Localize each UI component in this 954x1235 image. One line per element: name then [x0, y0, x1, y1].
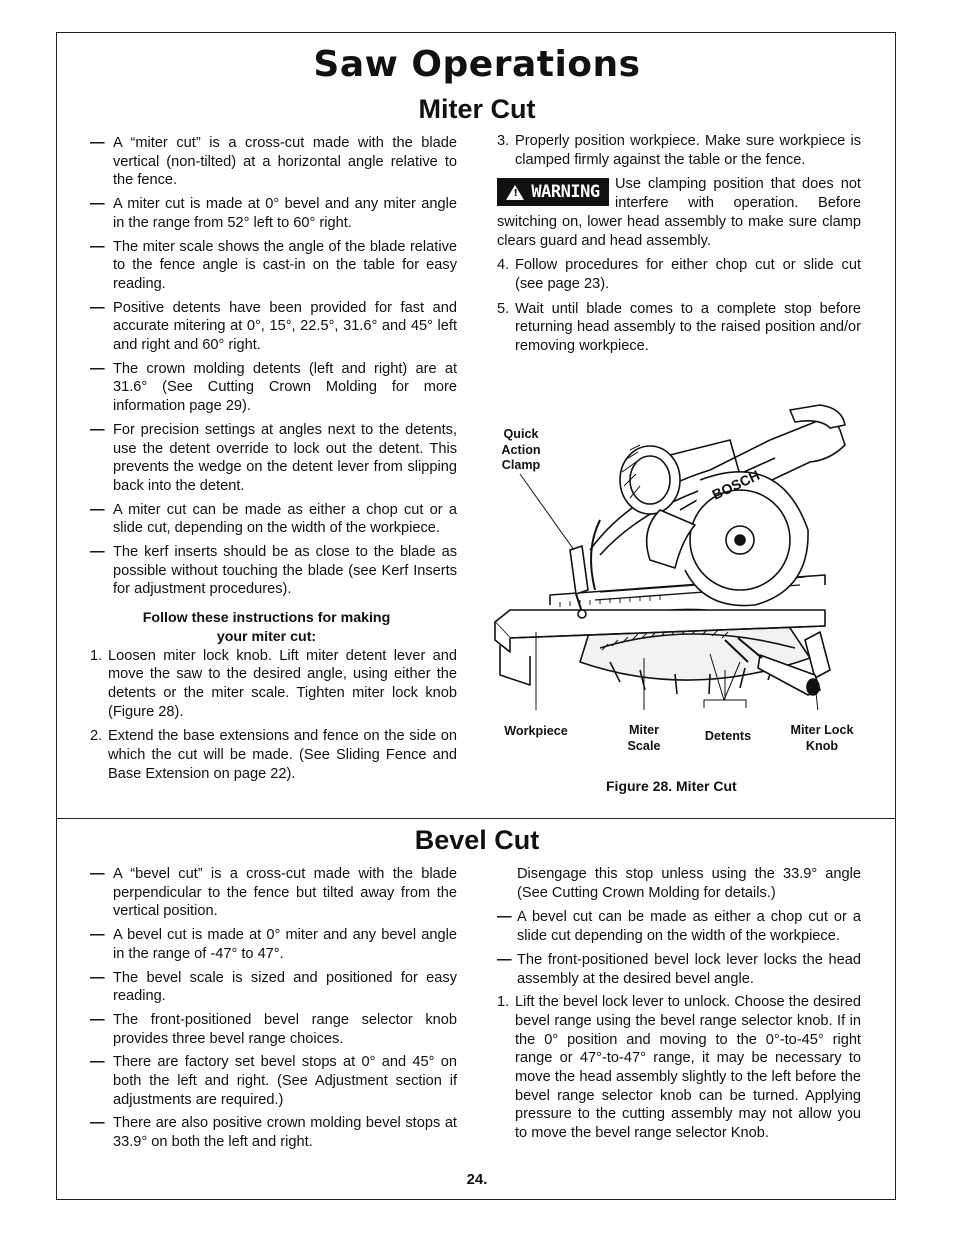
- miter-bullet: — A miter cut can be made as either a chop cut or a slide cut, depending on the width of the workpiece.: [90, 501, 457, 537]
- warning-block: [497, 175, 861, 250]
- bevel-bullet: — The front-positioned bevel range selector knob provides three bevel range choices.: [90, 1011, 457, 1047]
- bevel-step: 1. Lift the bevel lock lever to unlock. Choose the desired bevel range using the bevel range selector knob. If in the 0° position and moving to the 0°-to-45° right range or 47°-to-47° range, it may be necessary to move the head assembly slightly to the left before the bevel range selector knob can be turned. Applying pressure to the cutting assembly may not allow you to move the bevel range selector Knob.: [497, 994, 861, 1142]
- bevel-bullet: — A “bevel cut” is a cross-cut made with the blade perpendicular to the fence but tilted away from the vertical position.: [90, 866, 457, 920]
- bevel-bullet: — The bevel scale is sized and positioned for easy reading.: [90, 969, 457, 1005]
- page-title: Saw Operations: [313, 44, 641, 85]
- miter-bullet: — The kerf inserts should be as close to the blade as possible without touching the blade (see Kerf Inserts for adjustment procedures).: [90, 544, 457, 598]
- miter-bullet: — Positive detents have been provided for fast and accurate mitering at 0°, 15°, 22.5°, 31.6° and 45° left and right and 60° right.: [90, 299, 457, 354]
- label-quick-action-clamp: Quick Action Clamp: [501, 427, 541, 472]
- label-workpiece: Workpiece: [504, 724, 568, 738]
- page-number: 24.: [466, 1171, 488, 1188]
- bevel-bullet: — A bevel cut can be made as either a chop cut or a slide cut depending on the width of the workpiece.: [497, 909, 861, 945]
- miter-bullet: — For precision settings at angles next to the detents, use the detent override to lock out the detent. This prevents the wedge on the detent lever from slipping back into the detent.: [90, 421, 457, 494]
- warning-triangle-icon: !: [506, 185, 524, 200]
- miter-step: 2. Extend the base extensions and fence on the side on which the cut will be made. (See Sliding Fence and Base Extension on page 22).: [90, 728, 457, 782]
- warning-text: Use clamping position that does not interfere with operation. Before switching on, lower head assembly to make sure clamp clears guard and head assembly.: [497, 176, 861, 249]
- bevel-cut-heading: Bevel Cut: [414, 825, 540, 855]
- section-divider: [56, 818, 896, 819]
- miter-bullet: — A “miter cut” is a cross-cut made with the blade vertical (non-tilted) at a horizontal angle relative to the fence.: [90, 135, 457, 189]
- miter-right-column: [497, 132, 861, 362]
- miter-bullet: — The miter scale shows the angle of the blade relative to the fence angle is cast-in on the table for easy reading.: [90, 238, 457, 292]
- bevel-right-column: [497, 865, 861, 1149]
- warning-badge: ! WARNING: [497, 178, 609, 206]
- miter-cut-heading: Miter Cut: [418, 94, 536, 124]
- bevel-bullet: — The front-positioned bevel lock lever locks the head assembly at the desired bevel angle.: [497, 951, 861, 987]
- miter-step: 5. Wait until blade comes to a complete stop before returning head assembly to the raised position and/or removing workpiece.: [497, 300, 861, 355]
- bevel-bullet: — There are also positive crown molding bevel stops at 33.9° on both the left and right.: [90, 1115, 457, 1151]
- label-miter-scale: Miter Scale: [627, 723, 661, 753]
- bevel-bullet: — A bevel cut is made at 0° miter and any bevel angle in the range of -47° to 47°.: [90, 927, 457, 962]
- label-detents: Detents: [704, 729, 752, 743]
- miter-step: 4. Follow procedures for either chop cut or slide cut (see page 23).: [497, 257, 861, 292]
- miter-bullet: — The crown molding detents (left and right) are at 31.6° (See Cutting Crown Molding for more information page 29).: [90, 360, 457, 415]
- instructions-heading: Follow these instructions for making your miter cut:: [142, 610, 391, 645]
- miter-bullet: — A miter cut is made at 0° bevel and any miter angle in the range from 52° left to 60° right.: [90, 196, 457, 231]
- miter-left-column: [90, 134, 457, 790]
- miter-step: 1. Loosen miter lock knob. Lift miter detent lever and move the saw to the desired angle, using either the detents or the miter scale. Tighten miter lock knob (Figure 28).: [90, 647, 457, 720]
- miter-step: 3. Properly position workpiece. Make sure workpiece is clamped firmly against the table or the fence.: [497, 133, 861, 168]
- figure-caption: Figure 28. Miter Cut: [606, 778, 737, 794]
- bevel-continuation: Disengage this stop unless using the 33.9° angle (See Cutting Crown Molding for details.): [517, 866, 861, 901]
- brand-text: BOSCH: [709, 466, 763, 503]
- bevel-bullet: — There are factory set bevel stops at 0° and 45° on both the left and right. (See Adjustment section if adjustments are required.): [90, 1054, 457, 1108]
- label-miter-lock-knob: Miter Lock Knob: [790, 723, 854, 753]
- bevel-left-column: [90, 865, 457, 1157]
